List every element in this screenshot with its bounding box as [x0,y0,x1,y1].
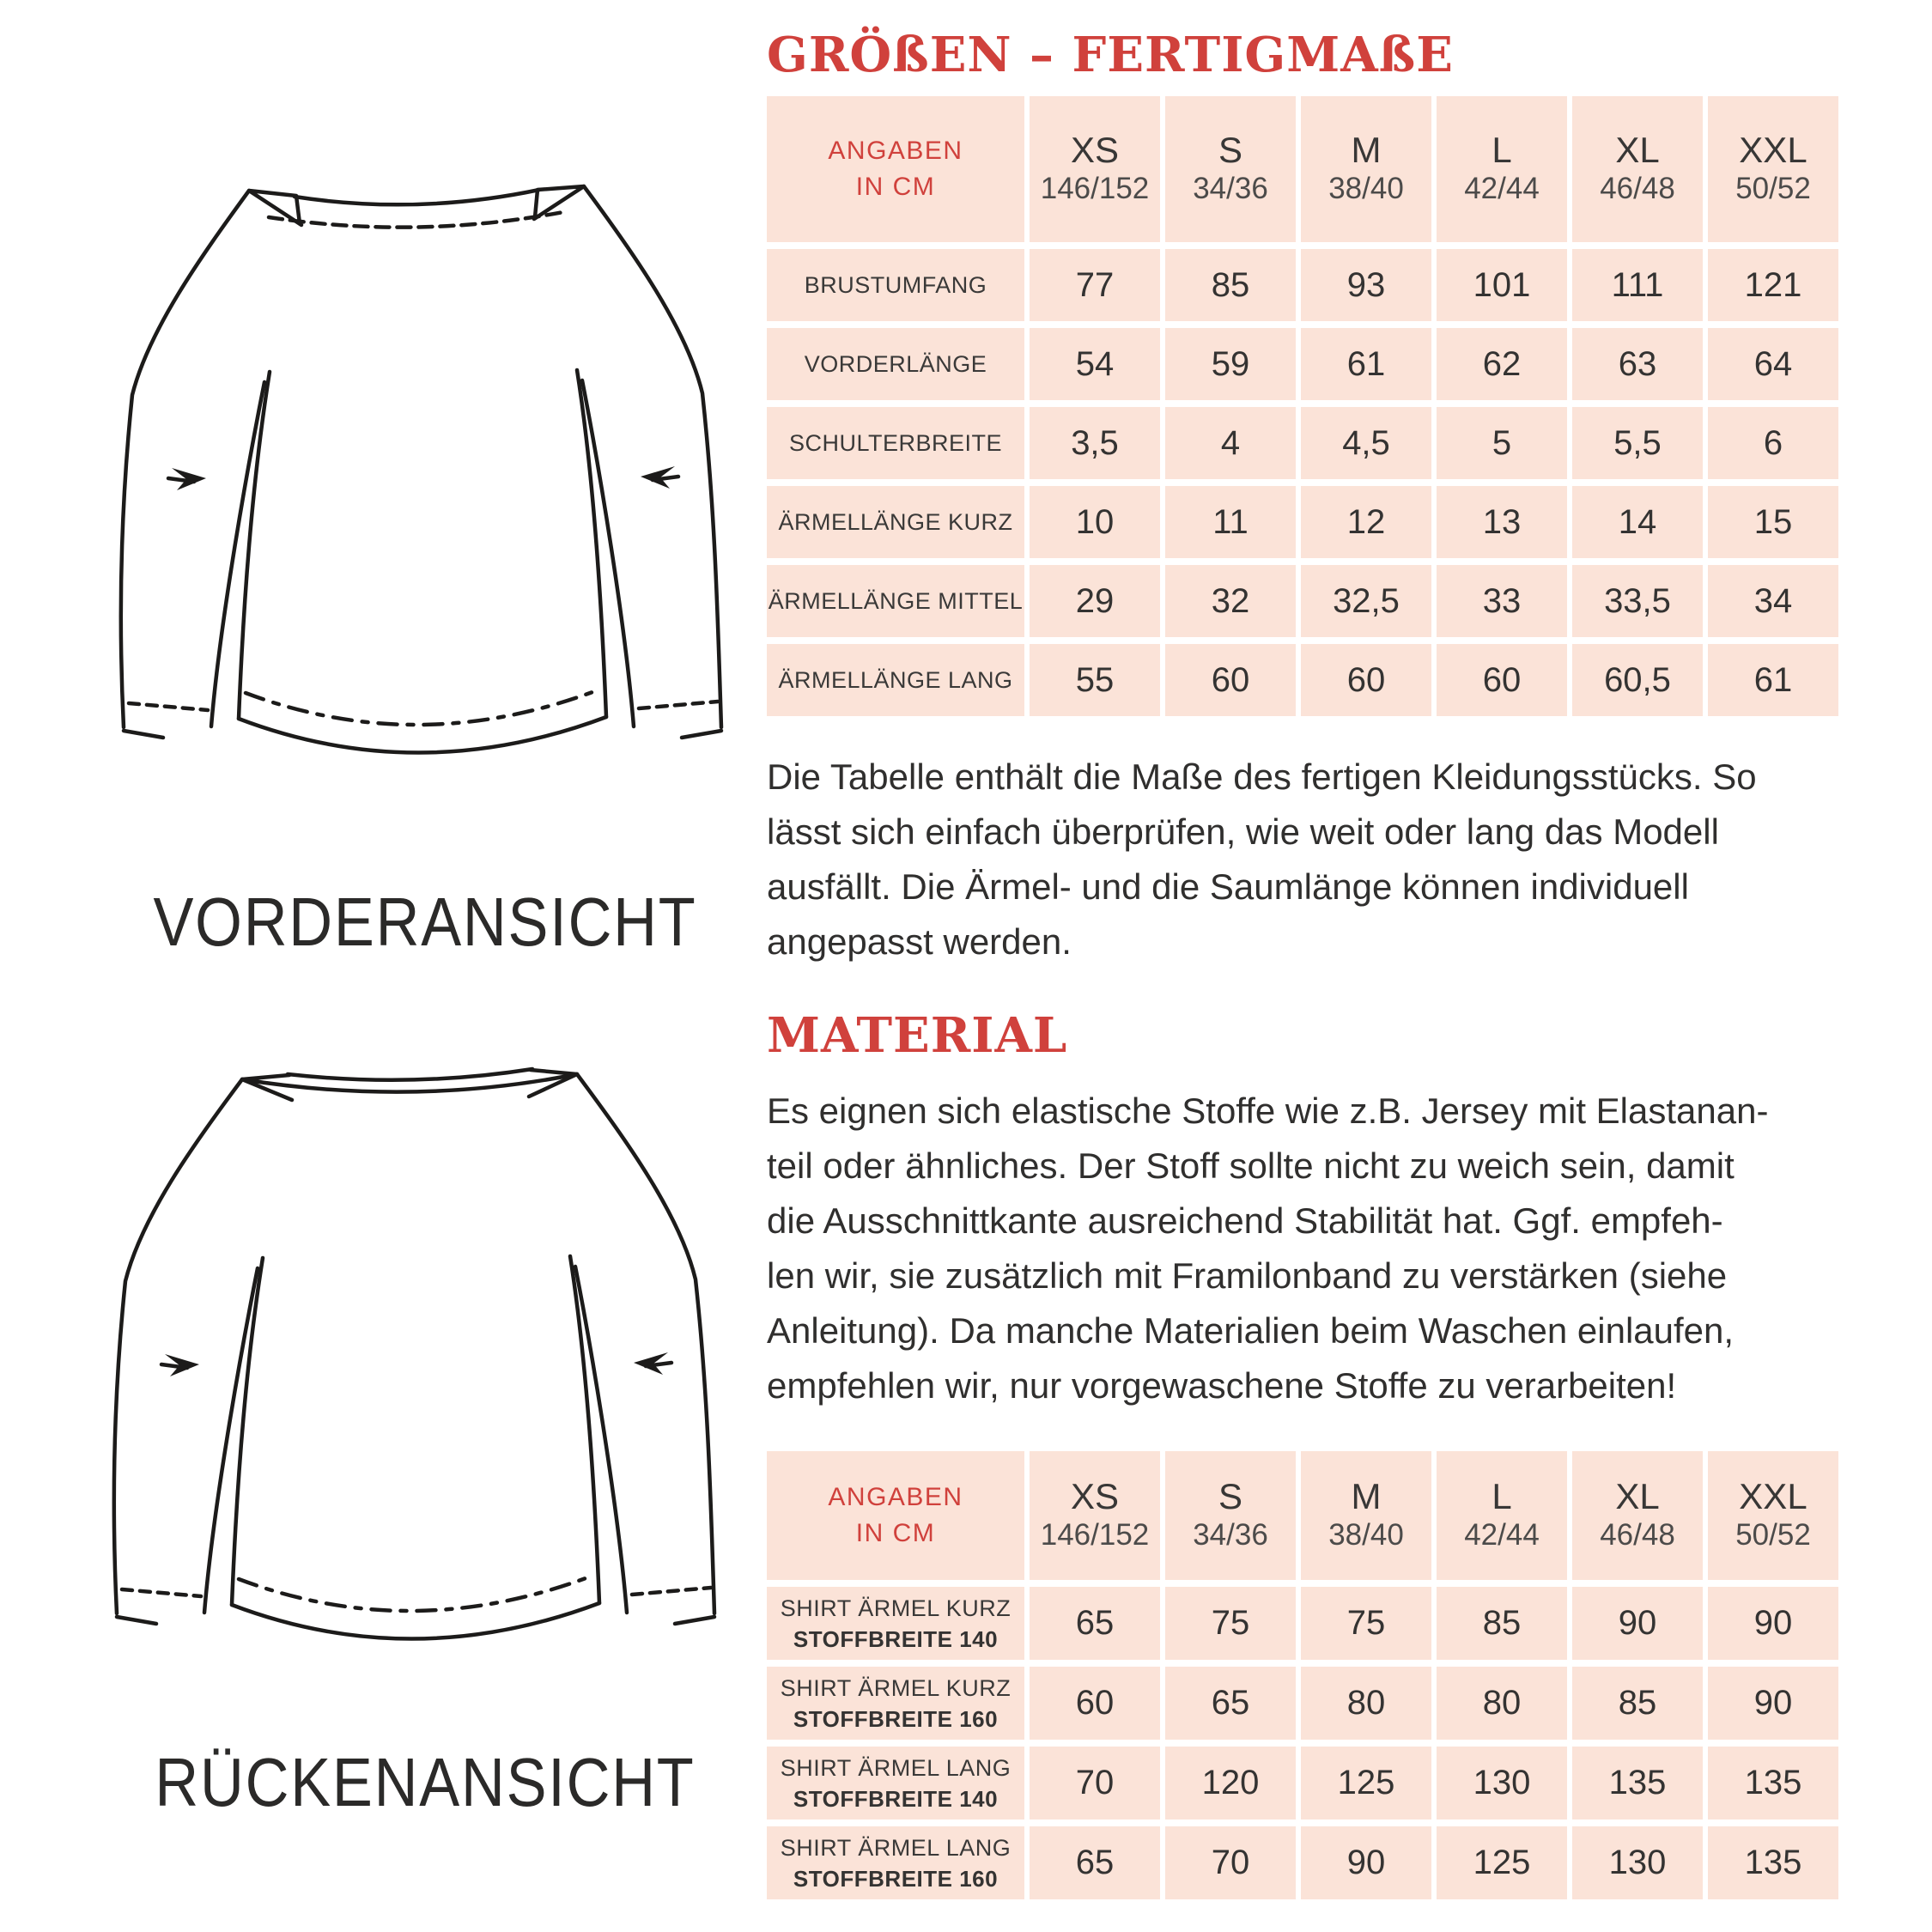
cell-value: 90 [1708,1667,1838,1740]
cell-value: 12 [1301,486,1431,558]
size-column-header: XL 46/48 [1572,1451,1703,1580]
cell-value: 55 [1030,644,1160,716]
size-column-header: XXL 50/52 [1708,96,1838,242]
cell-value: 90 [1572,1587,1703,1660]
cell-value: 85 [1437,1587,1567,1660]
fabric-row-label: SHIRT ÄRMEL LANG STOFFBREITE 160 [767,1826,1024,1899]
cell-value: 60,5 [1572,644,1703,716]
cell-value: 135 [1708,1747,1838,1820]
sizes-description: Die Tabelle enthält die Maße des fertigen Kleidungsstücks. So lässt sich einfach überprüfen, wie weit oder lang das Modell ausfällt. Die Ärmel- und die Saumlänge können individuell angepasst werden. [767,756,1757,962]
cell-value: 80 [1301,1667,1431,1740]
cell-value: 60 [1030,1667,1160,1740]
cell-value: 93 [1301,249,1431,321]
fabric-row-label: SHIRT ÄRMEL KURZ STOFFBREITE 140 [767,1587,1024,1660]
cell-value: 15 [1708,486,1838,558]
cell-value: 77 [1030,249,1160,321]
front-shirt-drawing [118,176,728,786]
row-label: ÄRMELLÄNGE KURZ [767,486,1024,558]
cell-value: 65 [1030,1587,1160,1660]
size-column-header: XXL 50/52 [1708,1451,1838,1580]
cell-value: 85 [1572,1667,1703,1740]
row-label: ÄRMELLÄNGE MITTEL [767,565,1024,637]
cell-value: 65 [1165,1667,1296,1740]
cell-value: 5 [1437,407,1567,479]
front-view-label: VORDERANSICHT [153,884,697,960]
size-column-header: S 34/36 [1165,96,1296,242]
cell-value: 80 [1437,1667,1567,1740]
cell-value: 121 [1708,249,1838,321]
cell-value: 6 [1708,407,1838,479]
cell-value: 14 [1572,486,1703,558]
sizes-table [767,96,1838,716]
size-column-header: M 38/40 [1301,1451,1431,1580]
cell-value: 135 [1572,1747,1703,1820]
cell-value: 60 [1437,644,1567,716]
size-column-header: XL 46/48 [1572,96,1703,242]
cell-value: 33 [1437,565,1567,637]
cell-value: 111 [1572,249,1703,321]
fabric-row-label: SHIRT ÄRMEL LANG STOFFBREITE 140 [767,1747,1024,1820]
row-label: BRUSTUMFANG [767,249,1024,321]
cell-value: 65 [1030,1826,1160,1899]
cell-value: 5,5 [1572,407,1703,479]
size-column-header: XS 146/152 [1030,1451,1160,1580]
cell-value: 61 [1301,328,1431,400]
front-neckline-path [295,190,539,204]
cell-value: 75 [1301,1587,1431,1660]
cell-value: 61 [1708,644,1838,716]
cell-value: 62 [1437,328,1567,400]
back-shirt-drawing [112,1060,721,1662]
material-description: Es eignen sich elastische Stoffe wie z.B. Jersey mit Elastanan- teil oder ähnliches. Der Stoff sollte nicht zu weich sein, damit die Ausschnittkante ausreichend Stabilität hat. Ggf. empfeh- len wir, sie zusätzlich mit Framilonband zu verstärken (siehe Anleitung). Da manche Materialien beim Waschen einlaufen, empfehlen wir, nur vorgewaschene Stoffe zu verarbeiten! [767,1091,1769,1406]
row-label: ÄRMELLÄNGE LANG [767,644,1024,716]
size-column-header: L 42/44 [1437,96,1567,242]
row-label: VORDERLÄNGE [767,328,1024,400]
size-column-header: M 38/40 [1301,96,1431,242]
cell-value: 11 [1165,486,1296,558]
cell-value: 54 [1030,328,1160,400]
front-neck-stitch-line [269,212,563,228]
cell-value: 10 [1030,486,1160,558]
cell-value: 85 [1165,249,1296,321]
cell-value: 3,5 [1030,407,1160,479]
cell-value: 90 [1708,1587,1838,1660]
row-label: SCHULTERBREITE [767,407,1024,479]
fabric-table-corner-label: ANGABEN IN CM [767,1451,1024,1580]
front-hem-stitch-line [246,690,599,725]
size-column-header: XS 146/152 [1030,96,1160,242]
cell-value: 130 [1572,1826,1703,1899]
cell-value: 125 [1301,1747,1431,1820]
sizes-table-corner-label: ANGABEN IN CM [767,96,1024,242]
cell-value: 4,5 [1301,407,1431,479]
cell-value: 64 [1708,328,1838,400]
cell-value: 120 [1165,1747,1296,1820]
size-column-header: L 42/44 [1437,1451,1567,1580]
cell-value: 4 [1165,407,1296,479]
cell-value: 130 [1437,1747,1567,1820]
cell-value: 63 [1572,328,1703,400]
cell-value: 32 [1165,565,1296,637]
cell-value: 70 [1030,1747,1160,1820]
cell-value: 34 [1708,565,1838,637]
cell-value: 59 [1165,328,1296,400]
fabric-row-label: SHIRT ÄRMEL KURZ STOFFBREITE 160 [767,1667,1024,1740]
cell-value: 60 [1301,644,1431,716]
fabric-table [767,1451,1838,1899]
cell-value: 13 [1437,486,1567,558]
cell-value: 101 [1437,249,1567,321]
cell-value: 33,5 [1572,565,1703,637]
cell-value: 125 [1437,1826,1567,1899]
cell-value: 60 [1165,644,1296,716]
cell-value: 32,5 [1301,565,1431,637]
cell-value: 29 [1030,565,1160,637]
cell-value: 135 [1708,1826,1838,1899]
back-neckline-path [288,1069,532,1080]
back-view-label: RÜCKENANSICHT [155,1744,696,1820]
cell-value: 90 [1301,1826,1431,1899]
back-hem-stitch-line [239,1576,592,1611]
cell-value: 70 [1165,1826,1296,1899]
size-column-header: S 34/36 [1165,1451,1296,1580]
sizes-section-title: GRÖßEN – FERTIGMAßE [767,27,1454,83]
cell-value: 75 [1165,1587,1296,1660]
material-section-title: MATERIAL [767,1007,1068,1064]
